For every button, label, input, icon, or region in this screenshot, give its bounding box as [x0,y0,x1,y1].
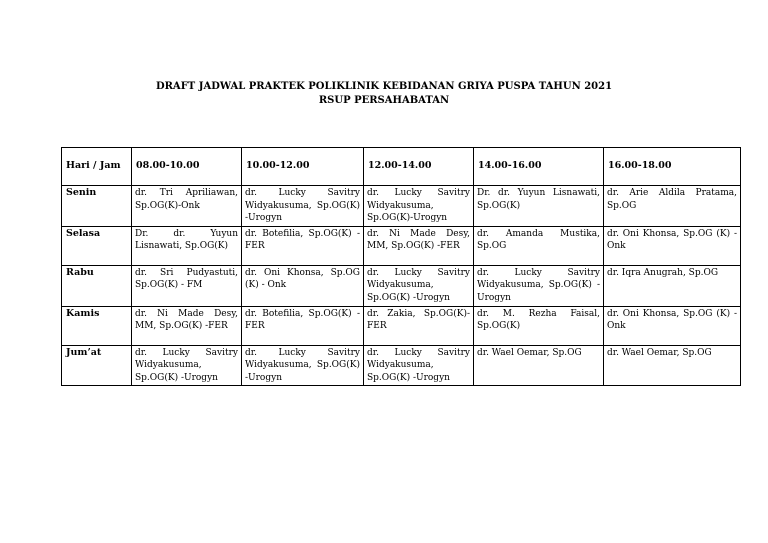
day-label: Selasa [62,226,132,265]
schedule-cell: dr. Oni Khonsa, Sp.OG (K) -Onk [604,306,741,345]
schedule-cell: dr. Oni Khonsa, Sp.OG (K) -Onk [604,226,741,265]
schedule-cell: dr. Wael Oemar, Sp.OG [474,345,604,386]
schedule-cell: dr. Lucky Savitry Widyakusuma, Sp.OG(K) -Urogyn [364,265,474,306]
table-row [62,306,741,345]
title-line-1: DRAFT JADWAL PRAKTEK POLIKLINIK KEBIDANAN GRIYA PUSPA TAHUN 2021 [155,81,613,92]
schedule-cell: dr. Tri Apriliawan, Sp.OG(K)-Onk [132,186,242,227]
table-row [62,265,741,306]
header-slot-1000: 10.00-12.00 [242,148,364,186]
header-day: Hari / Jam [62,148,132,186]
title-line-2: RSUP PERSAHABATAN [318,95,450,106]
schedule-cell: dr. M. Rezha Faisal, Sp.OG(K) [474,306,604,345]
schedule-cell: dr. Sri Pudyastuti, Sp.OG(K) - FM [132,265,242,306]
header-row [62,148,741,186]
schedule-cell: Dr. dr. Yuyun Lisnawati, Sp.OG(K) [132,226,242,265]
document-title [0,80,768,108]
schedule-cell: dr. Lucky Savitry Widyakusuma, Sp.OG(K) -Urogyn [242,345,364,386]
table-row [62,345,741,386]
table-row [62,186,741,227]
day-label: Rabu [62,265,132,306]
header-slot-1200: 12.00-14.00 [364,148,474,186]
schedule-cell: dr. Lucky Savitry Widyakusuma, Sp.OG(K) -Urogyn [132,345,242,386]
header-slot-1600: 16.00-18.00 [604,148,741,186]
day-label: Kamis [62,306,132,345]
schedule-cell: dr. Amanda Mustika, Sp.OG [474,226,604,265]
schedule-cell: dr. Lucky Savitry Widyakusuma, Sp.OG(K) -Urogyn [474,265,604,306]
schedule-cell: dr. Ni Made Desy, MM, Sp.OG(K) -FER [364,226,474,265]
header-slot-1400: 14.00-16.00 [474,148,604,186]
schedule-cell: dr. Oni Khonsa, Sp.OG (K) - Onk [242,265,364,306]
schedule-cell: dr. Lucky Savitry Widyakusuma, Sp.OG(K) -Urogyn [364,345,474,386]
schedule-cell: dr. Botefilia, Sp.OG(K) -FER [242,226,364,265]
header-slot-0800: 08.00-10.00 [132,148,242,186]
day-label: Senin [62,186,132,227]
schedule-cell: dr. Wael Oemar, Sp.OG [604,345,741,386]
schedule-cell: dr. Arie Aldila Pratama, Sp.OG [604,186,741,227]
schedule-cell: dr. Ni Made Desy, MM, Sp.OG(K) -FER [132,306,242,345]
schedule-cell: Dr. dr. Yuyun Lisnawati, Sp.OG(K) [474,186,604,227]
schedule-cell: dr. Iqra Anugrah, Sp.OG [604,265,741,306]
schedule-table [61,147,741,386]
schedule-cell: dr. Lucky Savitry Widyakusuma, Sp.OG(K)-Urogyn [364,186,474,227]
schedule-cell: dr. Lucky Savitry Widyakusuma, Sp.OG(K) -Urogyn [242,186,364,227]
table-row [62,226,741,265]
schedule-cell: dr. Botefilia, Sp.OG(K) -FER [242,306,364,345]
schedule-cell: dr. Zakia, Sp.OG(K)-FER [364,306,474,345]
day-label: Jum’at [62,345,132,386]
